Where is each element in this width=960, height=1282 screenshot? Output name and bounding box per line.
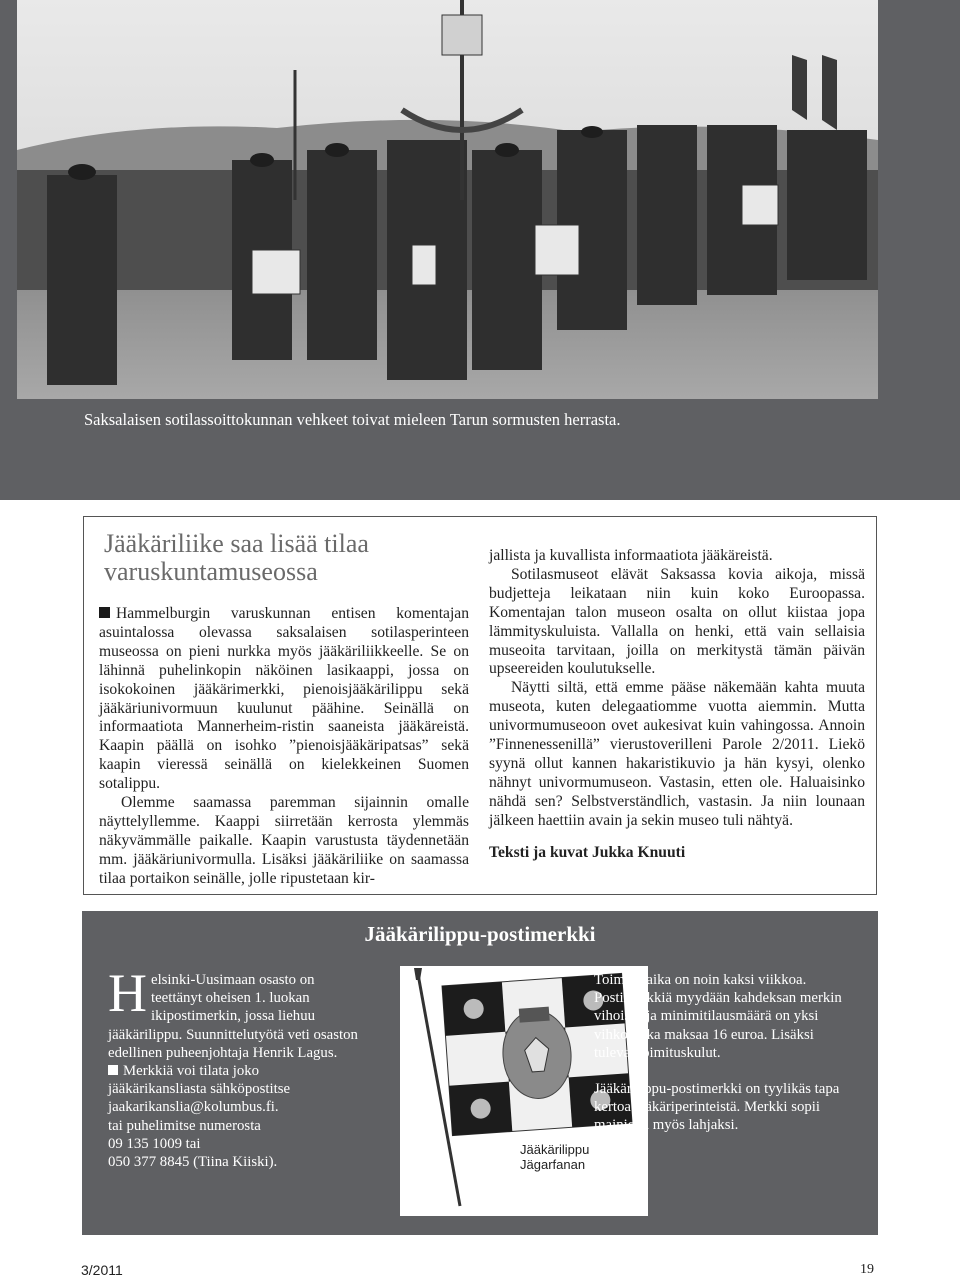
square-bullet-icon — [99, 607, 110, 618]
article-paragraph: Olemme saamassa paremman sijainnin omalle näyttelyllemme. Kaappi siirretään kerrosta ylemmäs näkyvämmälle paikalle. Kaapin varustusta täydennetään mm. jääkäriunivormulla. Lisäksi jääkäriliike on saamassa tilaa portaikon seinälle, jolle ripustetaan kir- — [99, 794, 469, 887]
article-box — [83, 516, 877, 895]
stamp-paragraph: Toimitusaika on noin kaksi viikkoa. Postimerkkiä myydään kahdeksan merkin vihoissa ja minimitilausmäärä on yksi vihko, joka maksaa 16 euroa. Lisäksi tulevat toimituskulut. — [594, 972, 842, 1061]
phone-number: 09 135 1009 tai — [108, 1135, 201, 1152]
square-bullet-icon — [108, 1065, 118, 1075]
stamp-image-label — [520, 1142, 640, 1172]
article-column-2 — [489, 547, 865, 863]
article-paragraph: Sotilasmuseot elävät Saksassa kovia aikoja, missä budjetteja leikataan niin kuin koko Euroopassa. Komentajan talon museon osalta on ollut kiistaa jopa lämmityskuluista. Vallalla on henki, että vain sellaisia museoita tarvitaan, joilla on merkitystä tämän päivän upseereiden koulutukselle. — [489, 565, 865, 678]
stamp-label-fi: Jääkärilippu — [520, 1142, 590, 1157]
photo-band — [0, 0, 960, 500]
marching-band-photo — [17, 0, 878, 399]
dropcap: H — [108, 963, 147, 1023]
issue-number: 3/2011 — [81, 1262, 123, 1278]
stamp-delivery-info — [594, 971, 849, 1135]
article-paragraph: Näytti siltä, että emme pääse näkemään kahta muuta museota, kuten delegaatiomme vuotta aiemmin. Mutta univormumuseoon ovet aukesivat kuin vahingossa. Annoin ”Finnenessenillä” vierustoverilleni Parole 2/2011. Liekö syynä ollut kannen hakaristikuvio ja hän kysyi, olenko nähnyt univormumuseon. Vastasin, etten ole. Haluaisinko nähdä sen? Selbstverständlich, vastasin. Ja niin lounaan jälkeen haettiin avain ja sekin museo tuli nähtyä. — [489, 679, 865, 829]
stamp-label-sv: Jägarfanan — [520, 1157, 586, 1172]
photo-illustration — [17, 0, 878, 399]
article-title: Jääkäriliike saa lisää tilaa varuskuntamuseossa — [104, 529, 369, 586]
article-byline: Teksti ja kuvat Jukka Knuuti — [489, 843, 686, 861]
photo-caption: Saksalaisen sotilassoittokunnan vehkeet toivat mieleen Tarun sormusten herrasta. — [84, 410, 621, 429]
phone-number: 050 377 8845 (Tiina Kiiski). — [108, 1154, 278, 1171]
stamp-section — [82, 911, 878, 1235]
stamp-paragraph: elsinki-Uusimaan osasto on teettänyt oheisen 1. luokan ikipostimerkin, jossa liehuu jääkärilippu. Suunnittelutyötä veti osaston edellinen puheenjohtaja Henrik Lagus. — [108, 972, 358, 1061]
page-number: 19 — [860, 1262, 874, 1277]
article-paragraph: jallista ja kuvallista informaatiota jääkäreistä. — [489, 547, 773, 564]
stamp-section-title: Jääkärilippu-postimerkki — [364, 922, 596, 946]
stamp-paragraph: tai puhelimitse numerosta — [108, 1117, 261, 1134]
article-column-1 — [99, 605, 469, 889]
stamp-paragraph: Merkkiä voi tilata joko jääkärikansliasta sähköpostitse jaakarikanslia@kolumbus.fi. — [108, 1063, 291, 1116]
article-paragraph: Hammelburgin varuskunnan entisen komentajan asuintalossa olevassa saksalaisen sotilasperinteen museossa on pieni nurkka myös jääkäriliikkeelle. Se on lähinnä puhelinkopin näköinen lasikaappi, jossa on isokokoinen jääkärimerkki, pienoisjääkärilippu sekä jääkäriunivormuun kuulunut päähine. Seinällä on informaatiota Mannerheim-ristin saaneista jääkäreistä. Kaapin päällä on isohko ”pienoisjääkäripatsas” sekä kaapin vieressä seinällä on kielekkeinen Suomen sotalippu. — [99, 605, 469, 793]
stamp-order-info — [108, 963, 358, 1171]
stamp-paragraph: Jääkärilippu-postimerkki on tyylikäs tapa kertoa jääkäriperinteistä. Merkki sopii mainiosti myös lahjaksi. — [594, 1081, 840, 1134]
